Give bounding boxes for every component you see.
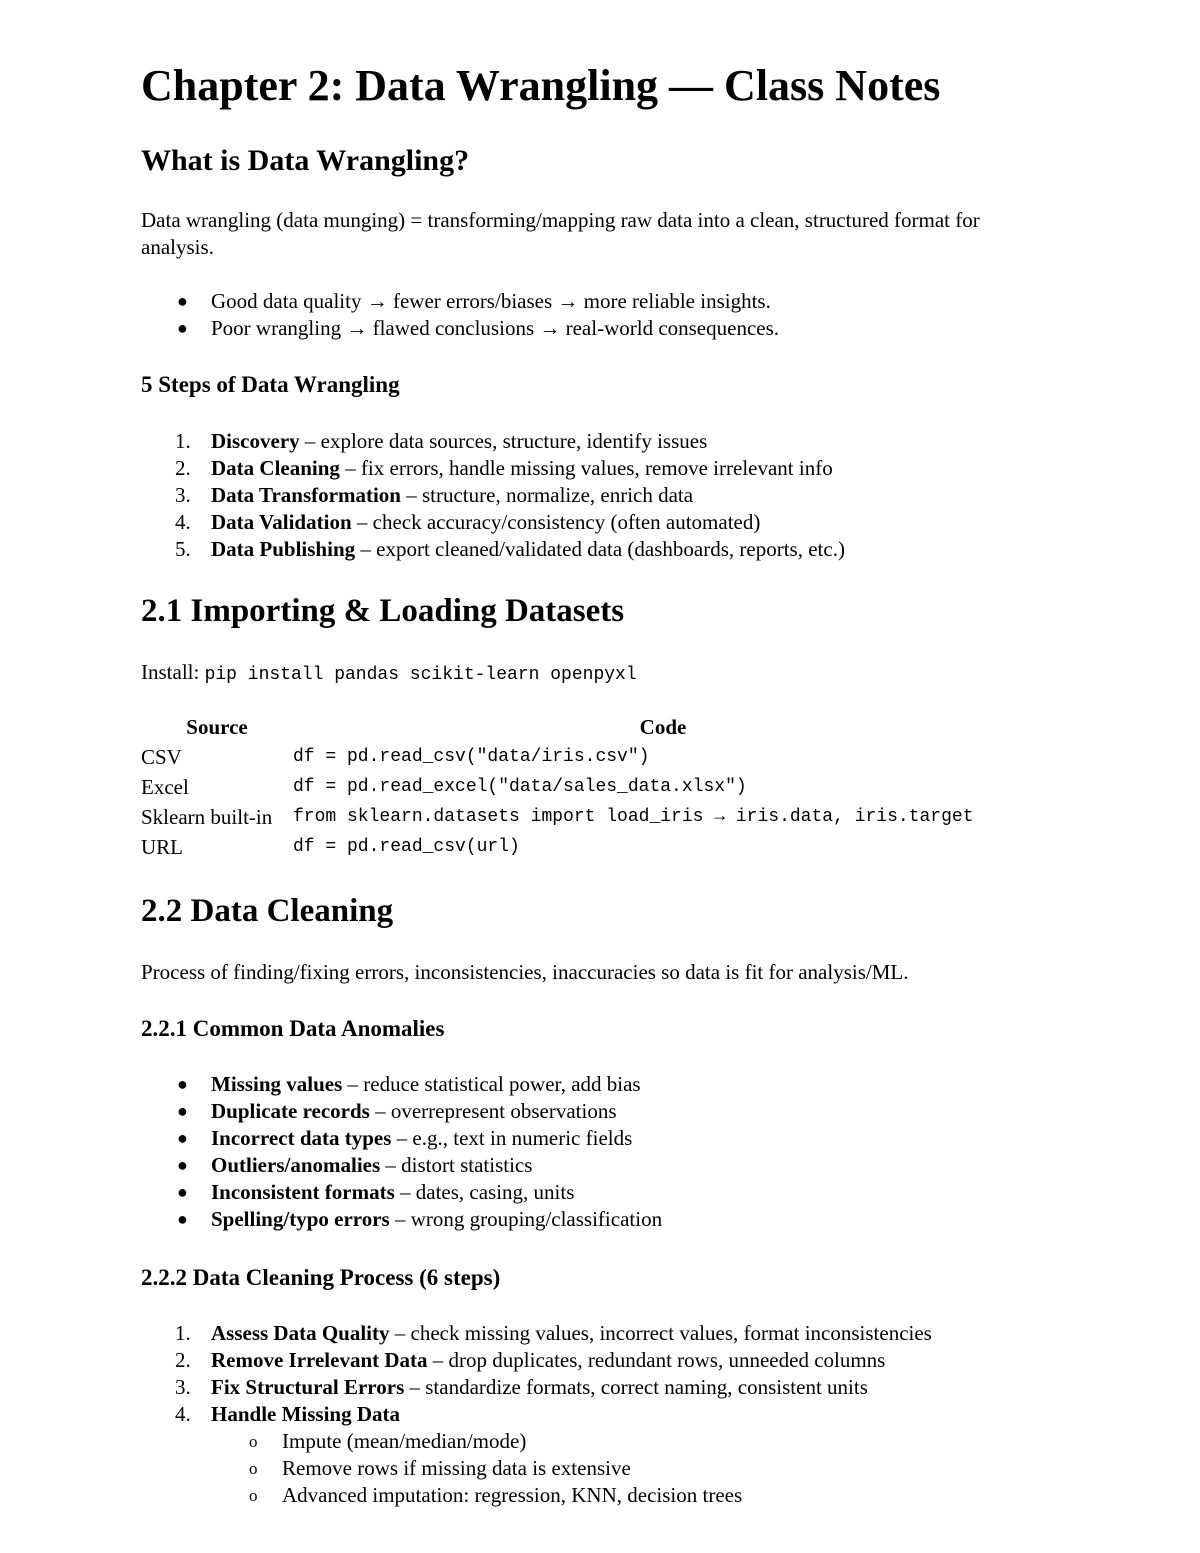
table-header-code: Code [639, 714, 687, 739]
list-item: ● Inconsistent formats – dates, casing, units [177, 1180, 575, 1204]
section-heading-what-is: What is Data Wrangling? [141, 144, 470, 177]
list-item: ● Good data quality → fewer errors/biases → more reliable insights. [177, 289, 771, 313]
quality-bullet-list [141, 288, 779, 342]
table-row: Sklearn built-in from sklearn.datasets import load_iris → iris.data, iris.target [141, 804, 974, 829]
sub-list-item: o Remove rows if missing data is extensive [249, 1456, 631, 1480]
bullet-icon: ● [177, 1209, 188, 1229]
list-item: 2. Data Cleaning – fix errors, handle missing values, remove irrelevant info [175, 456, 833, 480]
table-header-source: Source [186, 714, 248, 739]
list-item: ● Outliers/anomalies – distort statistics [177, 1153, 533, 1177]
steps-list [141, 428, 845, 563]
bullet-icon: ● [177, 1101, 188, 1121]
list-item: ● Poor wrangling → flawed conclusions → real-world consequences. [177, 316, 780, 340]
section-heading-importing: 2.1 Importing & Loading Datasets [141, 593, 625, 629]
steps-heading: 5 Steps of Data Wrangling [141, 372, 400, 397]
list-item: 1. Assess Data Quality – check missing values, incorrect values, format inconsistencies [175, 1321, 932, 1345]
bullet-icon: ● [177, 318, 188, 338]
anomalies-list [141, 1071, 662, 1233]
list-item: ● Duplicate records – overrepresent observations [177, 1099, 617, 1123]
list-item: 5. Data Publishing – export cleaned/validated data (dashboards, reports, etc.) [175, 537, 845, 561]
list-item: ● Missing values – reduce statistical power, add bias [177, 1072, 641, 1096]
page-title: Chapter 2: Data Wrangling — Class Notes [141, 61, 941, 110]
sub-list-item: o Advanced imputation: regression, KNN, decision trees [249, 1483, 743, 1507]
list-item: 1. Discovery – explore data sources, structure, identify issues [175, 429, 708, 453]
bullet-icon: ● [177, 1128, 188, 1148]
circle-bullet-icon: o [249, 1459, 258, 1478]
circle-bullet-icon: o [249, 1432, 258, 1451]
definition-paragraph: Data wrangling (data munging) = transforming/mapping raw data into a clean, structured format for analysis. [141, 208, 980, 259]
anomalies-heading: 2.2.1 Common Data Anomalies [141, 1016, 445, 1041]
list-item: ● Spelling/typo errors – wrong grouping/classification [177, 1207, 663, 1231]
bullet-icon: ● [177, 1074, 188, 1094]
bullet-icon: ● [177, 291, 188, 311]
table-row: CSV df = pd.read_csv("data/iris.csv") [141, 744, 650, 769]
install-command: pip install pandas scikit-learn openpyxl [204, 665, 637, 685]
list-item: ● Incorrect data types – e.g., text in numeric fields [177, 1126, 633, 1150]
table-row: Excel df = pd.read_excel("data/sales_data.xlsx") [141, 774, 747, 799]
list-item: 3. Data Transformation – structure, normalize, enrich data [175, 483, 694, 507]
data-source-table [141, 712, 1033, 862]
list-item: 4. Data Validation – check accuracy/consistency (often automated) [175, 510, 761, 534]
table-header-row [141, 712, 1033, 742]
process-list [141, 1320, 932, 1509]
list-item: 3. Fix Structural Errors – standardize formats, correct naming, consistent units [175, 1375, 868, 1399]
circle-bullet-icon: o [249, 1486, 258, 1505]
process-heading: 2.2.2 Data Cleaning Process (6 steps) [141, 1265, 501, 1290]
bullet-icon: ● [177, 1182, 188, 1202]
install-line: Install: pip install pandas scikit-learn openpyxl [141, 660, 637, 685]
bullet-icon: ● [177, 1155, 188, 1175]
sub-list-item: o Impute (mean/median/mode) [249, 1429, 527, 1453]
list-item: 2. Remove Irrelevant Data – drop duplicates, redundant rows, unneeded columns [175, 1348, 886, 1372]
list-item: 4. Handle Missing Data [175, 1402, 401, 1426]
cleaning-intro: Process of finding/fixing errors, inconsistencies, inaccuracies so data is fit for analysis/ML. [141, 960, 909, 984]
table-row: URL df = pd.read_csv(url) [141, 834, 520, 859]
section-heading-cleaning: 2.2 Data Cleaning [141, 893, 394, 929]
